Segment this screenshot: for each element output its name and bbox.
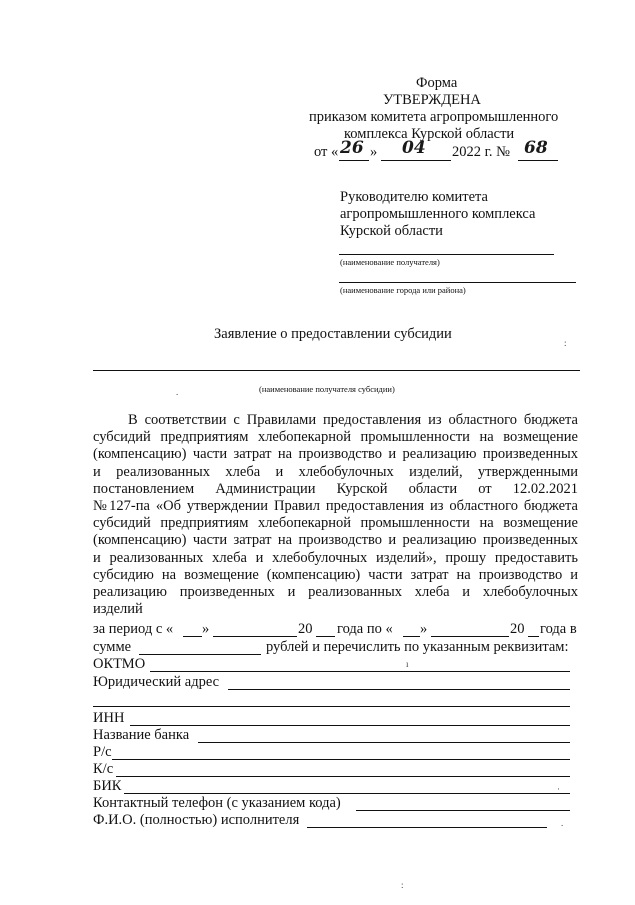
body-line: №127-па «Об утверждении Правил предоставления из областного бюджета bbox=[93, 498, 578, 515]
period-to-year-field[interactable] bbox=[528, 636, 539, 637]
period-to-month-field[interactable] bbox=[431, 636, 509, 637]
sum-label: сумме bbox=[93, 639, 132, 655]
ks-field[interactable] bbox=[116, 776, 570, 777]
phone-label: Контактный телефон (с указанием кода) bbox=[93, 795, 341, 811]
recipient-underline bbox=[339, 254, 554, 255]
fio-field[interactable] bbox=[307, 827, 547, 828]
date-mid: » bbox=[370, 144, 378, 160]
inn-field[interactable] bbox=[130, 725, 570, 726]
order-line-1: приказом комитета агропромышленного bbox=[309, 109, 559, 125]
period-from-label: за период с « bbox=[93, 621, 174, 637]
number-underline bbox=[518, 160, 558, 161]
order-line-2: комплекса Курской области bbox=[344, 126, 515, 142]
date-prefix: от « bbox=[314, 144, 339, 160]
period-from-century: 20 bbox=[298, 621, 313, 637]
bik-label: БИК bbox=[93, 778, 122, 794]
rs-field[interactable] bbox=[112, 759, 570, 760]
month-handwritten: 04 bbox=[402, 138, 426, 158]
number-handwritten: 68 bbox=[524, 138, 548, 158]
subsidy-recipient-caption: (наименование получателя субсидии) bbox=[259, 384, 395, 394]
period-to-day-field[interactable] bbox=[403, 636, 420, 637]
day-underline bbox=[339, 160, 369, 161]
addressee-line-1: Руководителю комитета bbox=[340, 189, 488, 205]
body-line: постановлением Администрации Курской области от 12.02.2021 bbox=[93, 480, 578, 497]
period-end-label: года в bbox=[540, 621, 577, 637]
sum-tail-label: рублей и перечислить по указанным реквизитам: bbox=[266, 639, 569, 655]
oktmo-field[interactable] bbox=[150, 671, 570, 672]
day-handwritten: 26 bbox=[340, 138, 364, 158]
approved-label: УТВЕРЖДЕНА bbox=[383, 92, 481, 108]
scan-speck: : bbox=[564, 338, 567, 348]
body-line: и реализованных хлеба и хлебобулочных изделий, утвержденными bbox=[93, 463, 578, 480]
body-line: и реализованных хлеба и хлебобулочных изделий», прошу предоставить bbox=[93, 549, 578, 566]
period-from-day-field[interactable] bbox=[183, 636, 202, 637]
scan-speck: . bbox=[176, 387, 179, 397]
bik-field[interactable] bbox=[124, 793, 570, 794]
month-underline bbox=[381, 160, 451, 161]
period-to-label: года по « bbox=[337, 621, 393, 637]
body-line: (компенсацию) части затрат на производство и реализацию произведенных bbox=[93, 446, 578, 463]
body-line: (компенсацию) части затрат на производство и реализацию произведенных bbox=[93, 532, 578, 549]
year-number-label: 2022 г. № bbox=[452, 144, 511, 160]
body-line: изделий bbox=[93, 601, 143, 618]
city-caption: (наименование города или района) bbox=[340, 285, 466, 295]
inn-label: ИНН bbox=[93, 710, 125, 726]
period-to-quote: » bbox=[420, 621, 428, 637]
legal-address-label: Юридический адрес bbox=[93, 674, 220, 690]
addressee-line-2: агропромышленного комплекса bbox=[340, 206, 536, 222]
addressee-line-3: Курской области bbox=[340, 223, 443, 239]
oktmo-label: ОКТМО bbox=[93, 656, 146, 672]
form-label: Форма bbox=[416, 75, 458, 91]
fio-label: Ф.И.О. (полностью) исполнителя bbox=[93, 812, 300, 828]
recipient-caption: (наименование получателя) bbox=[340, 257, 440, 267]
legal-address-field[interactable] bbox=[228, 689, 570, 690]
bank-name-label: Название банка bbox=[93, 727, 190, 743]
bank-name-field[interactable] bbox=[198, 742, 570, 743]
rs-label: Р/с bbox=[93, 744, 112, 760]
scan-speck: . bbox=[561, 818, 564, 828]
period-from-quote: » bbox=[202, 621, 210, 637]
body-line: реализацию произведенных и реализованных хлеба и хлебобулочных bbox=[93, 584, 578, 601]
body-line: субсидию на возмещение (компенсацию) части затрат на производство и bbox=[93, 566, 578, 583]
scan-speck: : bbox=[401, 880, 404, 890]
city-underline bbox=[339, 282, 576, 283]
body-line: субсидий предприятиям хлебопекарной промышленности на возмещение bbox=[93, 515, 578, 532]
period-from-year-field[interactable] bbox=[316, 636, 335, 637]
body-paragraph bbox=[93, 412, 578, 618]
subsidy-recipient-underline bbox=[93, 370, 580, 371]
scan-speck: · bbox=[557, 784, 560, 794]
document-title: Заявление о предоставлении субсидии bbox=[214, 326, 452, 342]
body-line: субсидий предприятиям хлебопекарной промышленности на возмещение bbox=[93, 429, 578, 446]
sum-field[interactable] bbox=[139, 654, 261, 655]
legal-address-field-2[interactable] bbox=[93, 706, 570, 707]
ks-label: К/с bbox=[93, 761, 114, 777]
period-to-century: 20 bbox=[510, 621, 525, 637]
scan-speck: ı bbox=[406, 659, 409, 669]
body-line: В соответствии с Правилами предоставления из областного бюджета bbox=[128, 412, 578, 428]
period-from-month-field[interactable] bbox=[213, 636, 297, 637]
phone-field[interactable] bbox=[356, 810, 570, 811]
